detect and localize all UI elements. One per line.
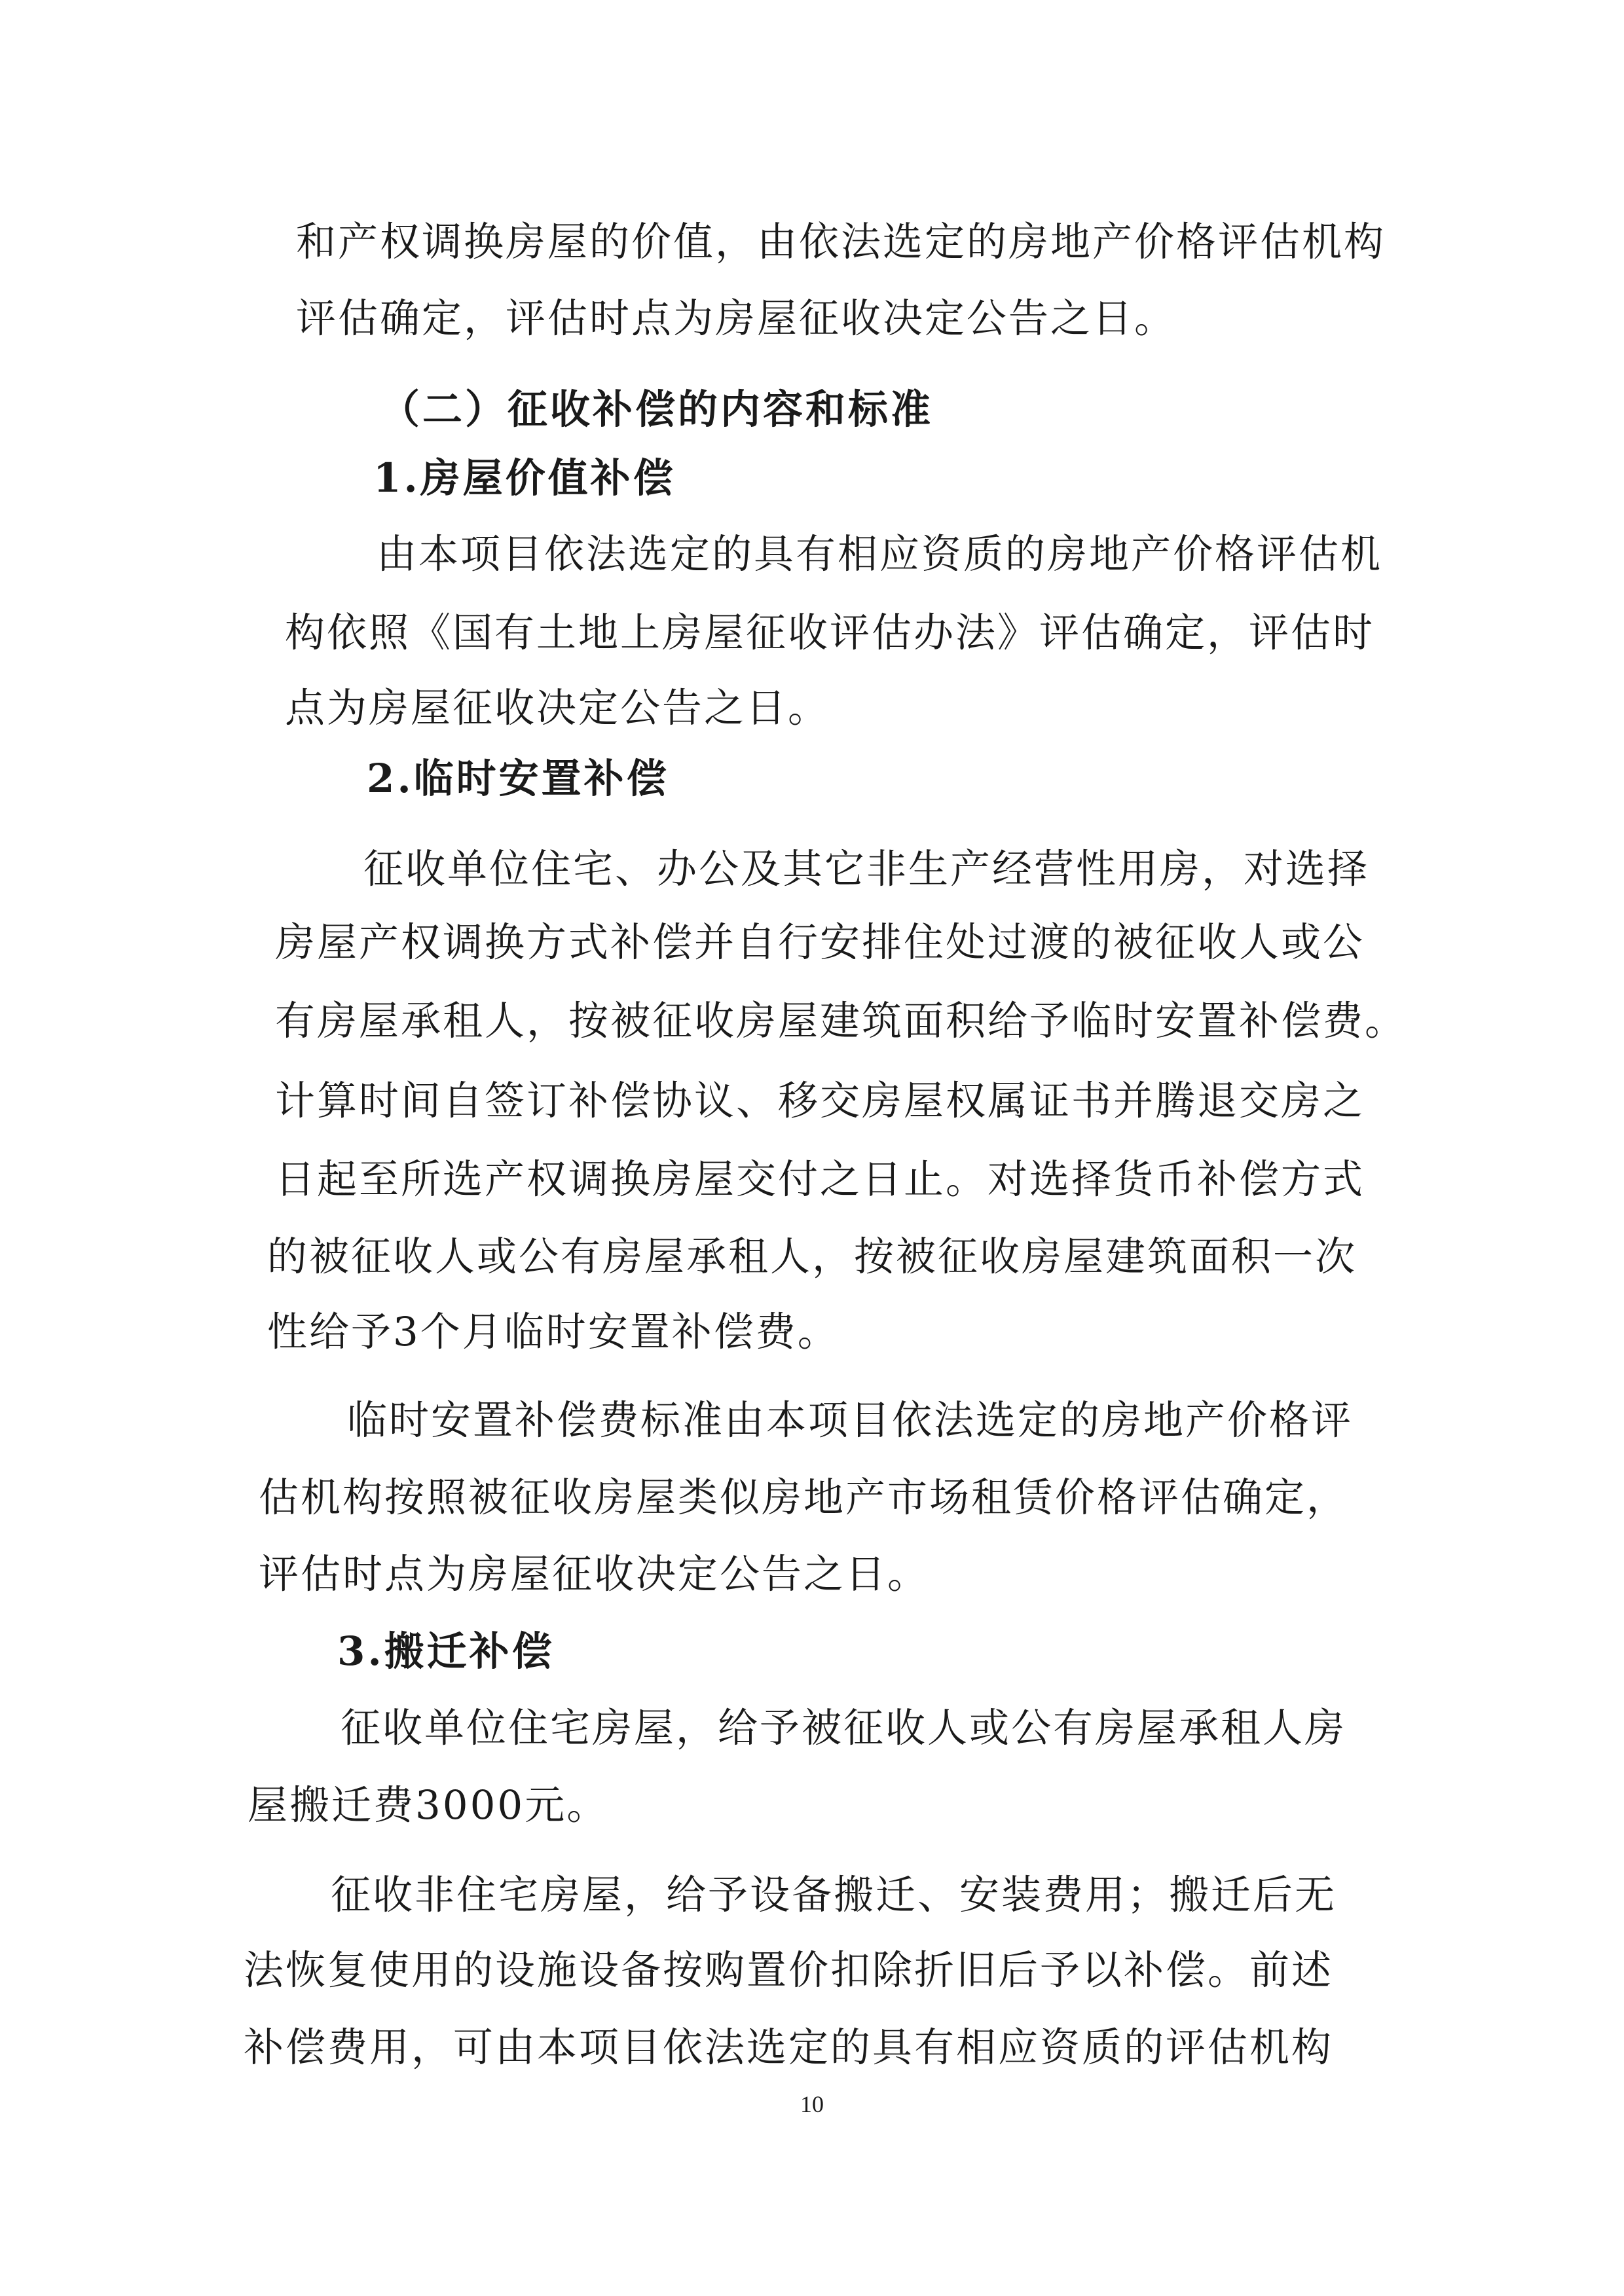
text-line: 屋搬迁费3000元。 — [248, 1782, 609, 1829]
page-number: 10 — [800, 2091, 824, 2117]
text-line: 评估时点为房屋征收决定公告之日。 — [259, 1551, 930, 1597]
text-line: 性给予3个月临时安置补偿费。 — [267, 1309, 840, 1355]
text-line: 临时安置补偿费标准由本项目依法选定的房地产价格评 — [347, 1397, 1354, 1444]
text-line: 评估确定，评估时点为房屋征收决定公告之日。 — [296, 295, 1177, 342]
subsection-heading: 3.搬迁补偿 — [337, 1628, 555, 1675]
text-line: 征收单位住宅房屋，给予被征收人或公有房屋承租人房 — [341, 1705, 1347, 1751]
text-line: 和产权调换房屋的价值，由依法选定的房地产价格评估机构 — [296, 219, 1386, 265]
text-line: 估机构按照被征收房屋类似房地产市场租赁价格评估确定， — [259, 1474, 1349, 1521]
section-heading: （二）征收补偿的内容和标准 — [380, 386, 934, 433]
text-line: 构依照《国有土地上房屋征收评估办法》评估确定，评估时 — [285, 610, 1375, 656]
text-line: 计算时间自签订补偿协议、移交房屋权属证书并腾退交房之 — [275, 1078, 1365, 1124]
text-line: 点为房屋征收决定公告之日。 — [285, 685, 830, 731]
subsection-heading: 2.临时安置补偿 — [367, 756, 669, 802]
subsection-heading: 1.房屋价值补偿 — [373, 455, 676, 501]
text-line: 有房屋承租人，按被征收房屋建筑面积给予临时安置补偿费。 — [275, 998, 1407, 1044]
text-line: 的被征收人或公有房屋承租人，按被征收房屋建筑面积一次 — [267, 1233, 1357, 1280]
text-line: 补偿费用，可由本项目依法选定的具有相应资质的评估机构 — [244, 2024, 1334, 2071]
text-line: 由本项目依法选定的具有相应资质的房地产价格评估机 — [377, 531, 1383, 577]
text-line: 日起至所选产权调换房屋交付之日止。对选择货币补偿方式 — [275, 1156, 1365, 1203]
text-line: 征收非住宅房屋，给予设备搬迁、安装费用；搬迁后无 — [331, 1872, 1337, 1918]
text-line: 房屋产权调换方式补偿并自行安排住处过渡的被征收人或公 — [275, 919, 1365, 966]
text-line: 法恢复使用的设施设备按购置价扣除折旧后予以补偿。前述 — [244, 1947, 1334, 1994]
text-line: 征收单位住宅、办公及其它非生产经营性用房，对选择 — [363, 846, 1370, 892]
